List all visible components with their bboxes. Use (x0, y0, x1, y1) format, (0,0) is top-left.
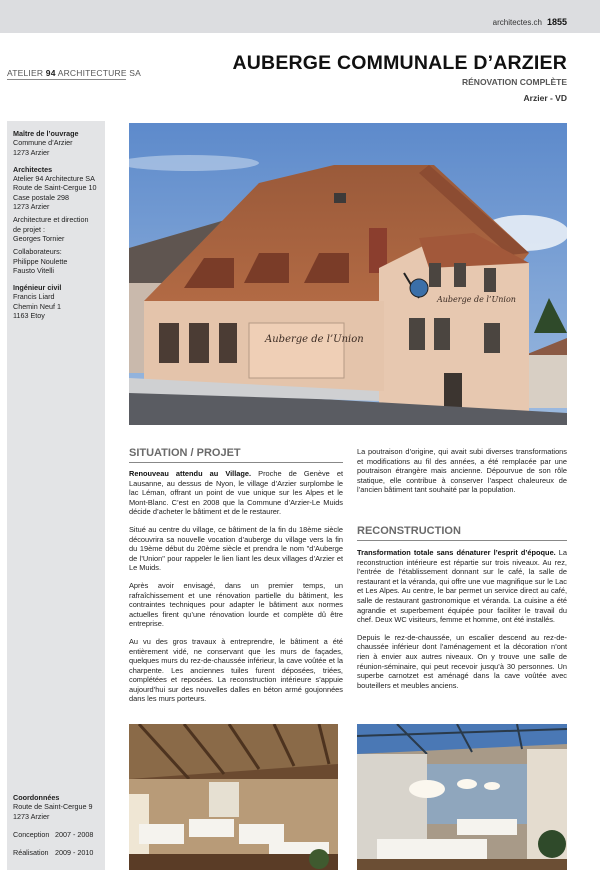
firm-underline (7, 79, 126, 80)
sidebar-coordinates (13, 793, 103, 857)
sidebar-line: Route de Saint-Cergue 10 (13, 183, 97, 193)
right-column-top (357, 447, 567, 503)
situation-paragraph-1 (129, 469, 343, 517)
firm-suffix: ARCHITECTURE SA (57, 68, 142, 78)
sidebar-line: 1273 Arzier (13, 202, 50, 212)
situation-column (129, 469, 343, 712)
sidebar-line: 1273 Arzier (13, 147, 50, 157)
sidebar-collaborators (13, 247, 105, 275)
situation-paragraph-3: Après avoir envisagé, dans un premier temps, un rafraîchissement et une rénovation partielle du bâtiment, les contraintes techniques pour adapter le bâtiment aux normes actuelles firent qu’une rénovation lourde et complète dû être entreprise. (129, 580, 343, 629)
sidebar-engineer (13, 283, 105, 320)
veranda-interior-photo (357, 724, 567, 870)
page-title: AUBERGE COMMUNALE D’ARZIER (232, 52, 567, 74)
realisation-row (13, 848, 103, 857)
lead-text: Transformation totale sans dénaturer l’esprit d’époque. (357, 548, 556, 557)
situation-heading: SITUATION / PROJET (129, 447, 241, 459)
right-paragraph-0: La poutraison d’origine, qui avait subi diverses transformations et modifications au fil des années, a été remplacée par une poutraison étrangère mais ancienne. Dépourvue de son rôle statique, elle contribue à conserver l’aspect chaleureux de l’ancien bâtiment tant souhaité par la population. (357, 447, 567, 495)
sidebar-heading: Maître de l’ouvrage (13, 129, 79, 138)
restaurant-illustration (129, 724, 338, 870)
page-subtitle: RÉNOVATION COMPLÈTE (462, 77, 567, 87)
sidebar-line: Architecture et direction (13, 215, 89, 225)
sidebar-line: Georges Tornier (13, 233, 65, 243)
sidebar-line: 1273 Arzier (13, 811, 50, 821)
conception-row (13, 830, 103, 839)
reconstruction-heading: RECONSTRUCTION (357, 525, 461, 537)
project-sidebar (7, 121, 105, 870)
sidebar-line: Commune d’Arzier (13, 138, 73, 148)
exterior-photo (129, 123, 567, 425)
sidebar-line: Atelier 94 Architecture SA (13, 174, 95, 184)
sidebar-line: 1163 Etoy (13, 311, 45, 321)
paragraph-text: La reconstruction intérieure est répartie sur trois niveaux. Au rez, l’entrée de l’établissement donnant sur le café, la salle de restaurant et la véranda, qui offre une vue magnifique sur le Lac et Les Alpes. Au centre, le bar permet un service direct au café, salle de restaurant gastronomique et véranda. La cuisine a été agrandie et superbement équipée pour faciliter le travail du chef. Deux WC visiteurs, femme et homme, ont été installés. (357, 548, 567, 625)
sidebar-direction (13, 215, 105, 243)
reconstruction-paragraph-1 (357, 548, 567, 625)
sidebar-line: Route de Saint-Cergue 9 (13, 802, 93, 812)
reconstruction-paragraph-2: Depuis le rez-de-chaussée, un escalier descend au rez-de-chaussée inférieur dont l’aménagement et la décoration n’ont rien à envier aux autres niveaux. On y trouve une salle de réunion-séminaire, qui peut recevoir jusqu’à 30 personnes. Un superbe carnotzet est aménagé dans la cave voûtée avec bouteillers et meubles anciens. (357, 632, 567, 690)
sidebar-line: Philippe Noulette (13, 256, 68, 266)
sidebar-architects (13, 165, 105, 211)
situation-paragraph-4: Au vu des gros travaux à entreprendre, le bâtiment a été entièrement vidé, ne conservant que les murs de façades, quelques murs du rez-de-chaussée inférieur, la cave voûtée et la charpente. Les anciennes tuiles furent déposées, triées, complétées et reposées. La reconstruction intérieure s’appuie aujourd’hui sur des nouvelles dalles en béton armé goujonnées dans les murs porteurs. (129, 636, 343, 704)
sidebar-heading: Architectes (13, 164, 53, 174)
sidebar-line: Fausto Vitelli (13, 265, 55, 275)
sidebar-line: Collaborateurs: (13, 247, 62, 257)
realisation-label: Réalisation (13, 848, 49, 858)
conception-label: Conception (13, 829, 50, 839)
sidebar-line: Chemin Neuf 1 (13, 301, 61, 311)
situation-rule (129, 462, 343, 463)
situation-paragraph-2: Situé au centre du village, ce bâtiment de la fin du 18ème siècle découvrira sa nouvelle vocation d’auberge du village vers la fin du 19ème début du 20ème siècle et prendra le nom "d’Auberge de l’Union" pour rappeler le lien liant les deux villages d’Arzier et Le Muids. (129, 524, 343, 573)
conception-value: 2007 - 2008 (55, 829, 94, 839)
sidebar-owner (13, 129, 105, 157)
top-bar (0, 0, 600, 33)
page-number: 1855 (546, 17, 567, 27)
exterior-illustration (129, 123, 567, 425)
upper-sign-text: Auberge de l’Union (437, 295, 516, 304)
paragraph-text: Proche de Genève et Lausanne, au dessus de Nyon, le village d’Arzier surplombe le lac Léman, offrant un point de vue unique sur les Alpes et le Mont-Blanc. C’est en 2008 que la Commune d’Arzier-Le Muids décide d’acheter le bâtiment et de le restaurer. (129, 469, 343, 517)
facade-sign-text: Auberge de l’Union (265, 334, 364, 345)
veranda-illustration (357, 724, 567, 870)
reconstruction-column (357, 548, 567, 698)
restaurant-interior-photo (129, 724, 338, 870)
firm-name (7, 68, 141, 78)
project-location: Arzier - VD (523, 93, 567, 103)
realisation-value: 2009 - 2010 (55, 848, 94, 858)
sidebar-heading: Coordonnées (13, 793, 60, 802)
lead-text: Renouveau attendu au Village. (129, 469, 252, 478)
site-url[interactable]: architectes.ch (492, 18, 542, 27)
sidebar-line: Case postale 298 (13, 192, 69, 202)
sidebar-line: Francis Liard (13, 292, 55, 302)
reconstruction-rule (357, 540, 567, 541)
sidebar-line: de projet : (13, 224, 45, 234)
firm-prefix: ATELIER (7, 68, 44, 78)
sidebar-heading: Ingénieur civil (13, 283, 62, 293)
firm-number: 94 (45, 68, 56, 78)
